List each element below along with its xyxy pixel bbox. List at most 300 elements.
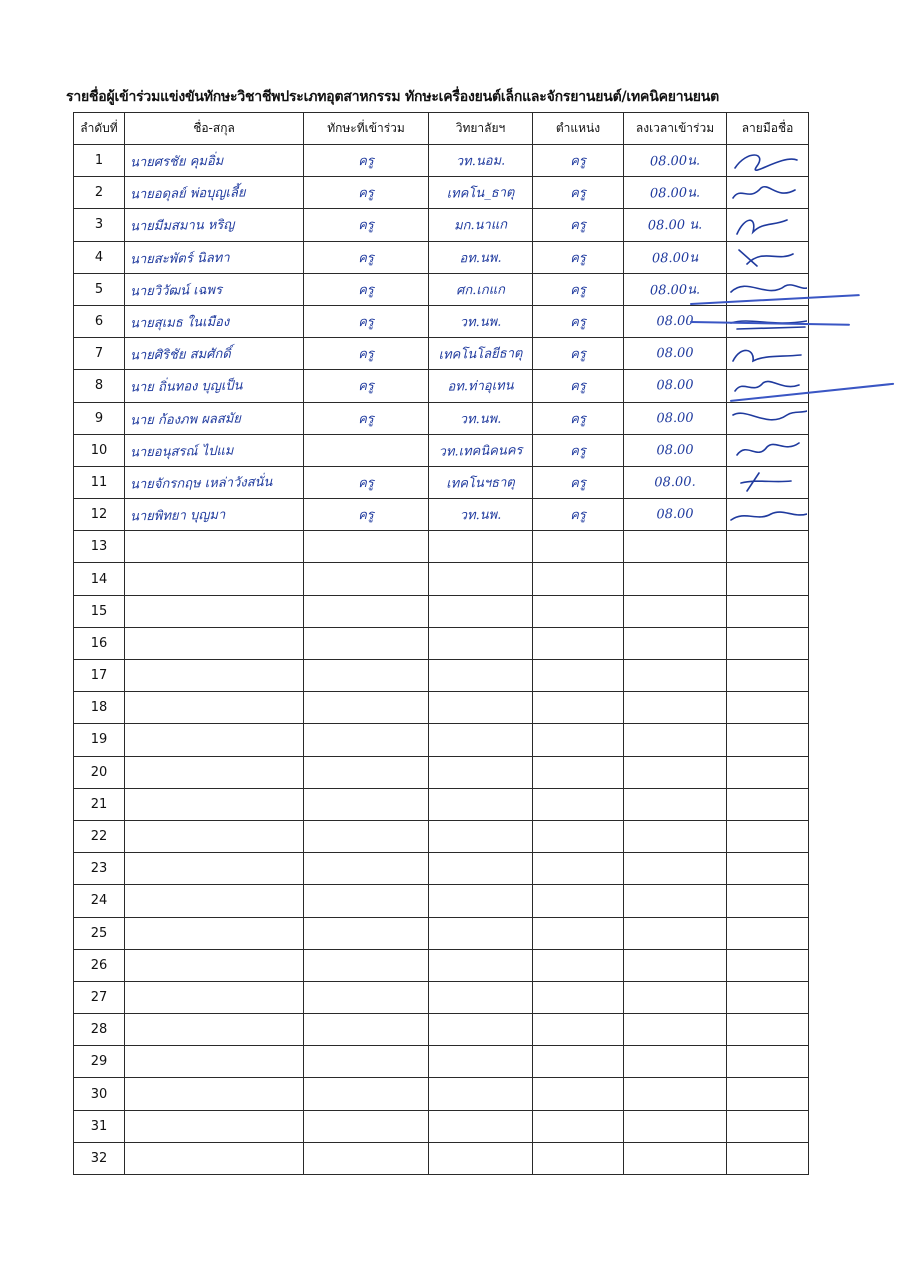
time-text [624, 1029, 726, 1031]
cell-name [125, 563, 304, 595]
cell-skill [304, 273, 429, 305]
cell-position [533, 756, 624, 788]
row-number: 8 [74, 370, 125, 402]
skill-text [304, 1061, 428, 1063]
name-text: นายสุเมธ ในเมือง [129, 314, 230, 332]
college-text [429, 707, 532, 709]
cell-name [125, 981, 304, 1013]
cell-position [533, 1078, 624, 1110]
name-text [125, 706, 303, 709]
cell-name [125, 595, 304, 627]
cell-college [429, 209, 533, 241]
skill-text [304, 707, 428, 709]
cell-skill [304, 434, 429, 466]
cell-skill [304, 531, 429, 563]
skill-text [304, 739, 428, 741]
name-text [125, 1028, 303, 1031]
row-number: 11 [74, 466, 125, 498]
cell-signature [727, 949, 809, 981]
table-row [74, 499, 809, 531]
cell-name [125, 370, 304, 402]
cell-time [624, 724, 727, 756]
cell-skill [304, 145, 429, 177]
cell-position [533, 660, 624, 692]
header-skill: ทักษะที่เข้าร่วม [304, 113, 429, 145]
cell-time [624, 499, 727, 531]
skill-text [304, 610, 428, 612]
table-row [74, 563, 809, 595]
cell-position [533, 724, 624, 756]
cell-name [125, 402, 304, 434]
cell-time [624, 756, 727, 788]
college-text [429, 803, 532, 805]
row-number: 29 [74, 1046, 125, 1078]
cell-college [429, 273, 533, 305]
cell-signature [727, 1014, 809, 1046]
cell-name [125, 756, 304, 788]
row-number: 24 [74, 885, 125, 917]
time-text [624, 675, 726, 677]
cell-position [533, 370, 624, 402]
cell-position [533, 499, 624, 531]
skill-text: ครู [358, 250, 374, 266]
row-number: 20 [74, 756, 125, 788]
cell-college [429, 177, 533, 209]
handwritten-signature [727, 180, 807, 206]
time-text: 08.00 [656, 345, 694, 362]
cell-signature [727, 853, 809, 885]
table-row [74, 788, 809, 820]
cell-name [125, 724, 304, 756]
handwritten-signature [727, 212, 807, 238]
cell-time [624, 370, 727, 402]
cell-time [624, 595, 727, 627]
name-text [125, 932, 303, 935]
time-text [624, 836, 726, 838]
cell-skill [304, 177, 429, 209]
time-text [624, 1093, 726, 1095]
position-text: ครู [570, 475, 586, 492]
cell-signature [727, 531, 809, 563]
cell-position [533, 531, 624, 563]
handwritten-signature [727, 469, 807, 495]
position-text [533, 707, 623, 709]
table-row [74, 177, 809, 209]
cell-college [429, 949, 533, 981]
table-row [74, 1110, 809, 1142]
time-text: 08.00 [656, 410, 694, 426]
position-text [533, 771, 623, 773]
college-text: วท.เทคนิคนคร [438, 443, 523, 460]
college-text [429, 932, 532, 934]
skill-text [304, 1093, 428, 1095]
college-text: วท.นพ. [459, 411, 502, 427]
row-number: 12 [74, 499, 125, 531]
position-text [533, 739, 623, 741]
cell-signature [727, 756, 809, 788]
cell-position [533, 177, 624, 209]
position-text [533, 1125, 623, 1127]
position-text: ครู [570, 443, 586, 459]
time-text [624, 964, 726, 966]
skill-text [304, 932, 428, 934]
table-row [74, 434, 809, 466]
position-text: ครู [570, 282, 586, 298]
college-text [429, 1158, 532, 1160]
cell-position [533, 241, 624, 273]
name-text: นายอนุสรณ์ ไปแม [129, 443, 234, 461]
cell-college [429, 1014, 533, 1046]
cell-name [125, 660, 304, 692]
cell-name [125, 434, 304, 466]
cell-time [624, 660, 727, 692]
table-row [74, 1078, 809, 1110]
cell-name [125, 499, 304, 531]
name-text [125, 1060, 303, 1063]
cell-position [533, 563, 624, 595]
cell-time [624, 692, 727, 724]
time-text: 08.00 น. [647, 217, 703, 234]
college-text: เทคโนฯธาตุ [446, 475, 515, 492]
cell-college [429, 692, 533, 724]
skill-text: ครู [358, 347, 374, 363]
cell-name [125, 1014, 304, 1046]
cell-position [533, 402, 624, 434]
cell-name [125, 305, 304, 337]
cell-time [624, 466, 727, 498]
time-text: 08.00 [656, 442, 694, 459]
cell-skill [304, 885, 429, 917]
position-text [533, 900, 623, 902]
time-text: 08.00น. [649, 282, 701, 299]
cell-college [429, 820, 533, 852]
cell-skill [304, 1142, 429, 1174]
cell-skill [304, 692, 429, 724]
row-number: 32 [74, 1142, 125, 1174]
table-row [74, 338, 809, 370]
cell-skill [304, 1078, 429, 1110]
college-text [429, 1125, 532, 1127]
cell-signature [727, 1142, 809, 1174]
table-row [74, 370, 809, 402]
cell-college [429, 434, 533, 466]
cell-time [624, 273, 727, 305]
name-text [125, 835, 303, 838]
position-text: ครู [570, 314, 586, 331]
row-number: 14 [74, 563, 125, 595]
skill-text: ครู [358, 411, 374, 427]
college-text [429, 643, 532, 645]
cell-name [125, 885, 304, 917]
college-text: มก.นาแก [453, 218, 508, 234]
cell-college [429, 917, 533, 949]
cell-skill [304, 305, 429, 337]
cell-signature [727, 981, 809, 1013]
cell-position [533, 692, 624, 724]
skill-text [304, 835, 428, 837]
cell-position [533, 885, 624, 917]
header-signature: ลายมือชื่อ [727, 113, 809, 145]
row-number: 13 [74, 531, 125, 563]
cell-time [624, 788, 727, 820]
cell-skill [304, 595, 429, 627]
name-text: นาย ถิ่นทอง บุญเป็น [129, 378, 243, 396]
time-text [624, 739, 726, 741]
college-text [429, 675, 532, 677]
college-text [429, 964, 532, 966]
college-text [429, 997, 532, 999]
cell-college [429, 981, 533, 1013]
cell-signature [727, 660, 809, 692]
row-number: 1 [74, 145, 125, 177]
cell-college [429, 724, 533, 756]
cell-signature [727, 595, 809, 627]
name-text [125, 642, 303, 645]
attendance-table [73, 112, 809, 1175]
cell-college [429, 305, 533, 337]
cell-position [533, 820, 624, 852]
college-text [429, 900, 532, 902]
table-row [74, 1014, 809, 1046]
cell-name [125, 145, 304, 177]
cell-signature [727, 434, 809, 466]
cell-position [533, 434, 624, 466]
time-text [624, 1125, 726, 1127]
name-text: นายศิริชัย สมศักดิ์ [129, 346, 231, 364]
name-text: นายวิวัฒน์ เฉพร [129, 282, 223, 300]
position-text: ครู [570, 347, 586, 363]
position-text: ครู [570, 218, 586, 234]
table-row [74, 853, 809, 885]
cell-time [624, 917, 727, 949]
handwritten-signature [727, 244, 807, 270]
position-text [533, 1061, 623, 1063]
position-text [533, 932, 623, 934]
college-text: เทคโนโลยีธาตุ [438, 346, 523, 363]
position-text: ครู [570, 250, 586, 266]
cell-time [624, 434, 727, 466]
time-text [624, 932, 726, 934]
cell-skill [304, 241, 429, 273]
table-row [74, 531, 809, 563]
row-number: 23 [74, 853, 125, 885]
row-number: 21 [74, 788, 125, 820]
position-text [533, 836, 623, 838]
name-text [125, 545, 303, 548]
table-row [74, 402, 809, 434]
cell-name [125, 531, 304, 563]
cell-time [624, 1078, 727, 1110]
name-text [125, 964, 303, 967]
cell-skill [304, 981, 429, 1013]
handwritten-signature [727, 148, 807, 174]
cell-time [624, 209, 727, 241]
position-text [533, 1158, 623, 1160]
cell-signature [727, 338, 809, 370]
cell-college [429, 1110, 533, 1142]
position-text: ครู [570, 379, 586, 395]
college-text [429, 1061, 532, 1063]
skill-text: ครู [358, 218, 374, 234]
cell-position [533, 788, 624, 820]
college-text [429, 868, 532, 870]
college-text: วท.นพ. [459, 507, 502, 524]
name-text [125, 771, 303, 774]
cell-skill [304, 949, 429, 981]
time-text [624, 868, 726, 870]
college-text [429, 546, 532, 548]
skill-text [304, 546, 428, 548]
table-row [74, 981, 809, 1013]
time-text [624, 707, 726, 709]
college-text [429, 1093, 532, 1095]
skill-text [304, 1125, 428, 1127]
cell-college [429, 145, 533, 177]
table-row [74, 885, 809, 917]
cell-college [429, 853, 533, 885]
cell-time [624, 1110, 727, 1142]
skill-text [304, 771, 428, 773]
position-text [533, 675, 623, 677]
cell-college [429, 756, 533, 788]
cell-position [533, 466, 624, 498]
skill-text [304, 868, 428, 870]
position-text [533, 610, 623, 612]
college-text [429, 739, 532, 741]
cell-position [533, 949, 624, 981]
position-text [533, 964, 623, 966]
time-text [624, 643, 726, 645]
cell-time [624, 981, 727, 1013]
skill-text [304, 675, 428, 677]
cell-skill [304, 338, 429, 370]
time-text [624, 803, 726, 805]
row-number: 19 [74, 724, 125, 756]
cell-name [125, 177, 304, 209]
name-text [125, 803, 303, 806]
table-row [74, 917, 809, 949]
row-number: 25 [74, 917, 125, 949]
cell-signature [727, 1078, 809, 1110]
cell-position [533, 981, 624, 1013]
cell-skill [304, 499, 429, 531]
skill-text: ครู [358, 186, 374, 202]
cell-signature [727, 1110, 809, 1142]
cell-position [533, 1110, 624, 1142]
cell-signature [727, 788, 809, 820]
college-text [429, 836, 532, 838]
cell-skill [304, 1014, 429, 1046]
cell-signature [727, 627, 809, 659]
skill-text [304, 900, 428, 902]
cell-skill [304, 853, 429, 885]
row-number: 6 [74, 305, 125, 337]
cell-name [125, 1110, 304, 1142]
cell-signature [727, 692, 809, 724]
cell-signature [727, 145, 809, 177]
cell-name [125, 1046, 304, 1078]
cell-college [429, 595, 533, 627]
cell-time [624, 1014, 727, 1046]
row-number: 10 [74, 434, 125, 466]
cell-college [429, 499, 533, 531]
cell-college [429, 660, 533, 692]
cell-skill [304, 402, 429, 434]
cell-signature [727, 1046, 809, 1078]
college-text: ศก.เกแก [455, 282, 506, 299]
skill-text: ครู [358, 379, 374, 395]
time-text: 08.00น. [649, 185, 701, 202]
row-number: 30 [74, 1078, 125, 1110]
cell-college [429, 402, 533, 434]
cell-skill [304, 370, 429, 402]
position-text: ครู [570, 186, 586, 202]
cell-college [429, 466, 533, 498]
cell-time [624, 145, 727, 177]
row-number: 3 [74, 209, 125, 241]
name-text: นาย ก้องภพ ผลสมัย [129, 411, 242, 429]
name-text: นายสะพัตร์ นิลทา [129, 250, 230, 268]
name-text: นายศรชัย คุมอิ่ม [129, 153, 224, 171]
time-text [624, 900, 726, 902]
cell-signature [727, 499, 809, 531]
skill-text: ครู [358, 314, 374, 331]
cell-signature [727, 466, 809, 498]
college-text [429, 1029, 532, 1031]
college-text: วท.นอม. [455, 153, 506, 170]
cell-skill [304, 756, 429, 788]
skill-text [304, 964, 428, 966]
cell-skill [304, 209, 429, 241]
cell-position [533, 1046, 624, 1078]
cell-position [533, 917, 624, 949]
position-text [533, 1093, 623, 1095]
skill-text [304, 578, 428, 580]
handwritten-signature [727, 405, 807, 431]
time-text: 08.00 [656, 506, 694, 523]
cell-time [624, 853, 727, 885]
cell-position [533, 145, 624, 177]
cell-time [624, 885, 727, 917]
handwritten-signature [727, 437, 807, 463]
cell-position [533, 273, 624, 305]
name-text [125, 1125, 303, 1128]
college-text: อท.ท่าอุเทน [447, 378, 514, 395]
cell-signature [727, 177, 809, 209]
cell-signature [727, 820, 809, 852]
handwritten-signature [727, 502, 807, 528]
skill-text: ครู [358, 475, 374, 492]
header-time: ลงเวลาเข้าร่วม [624, 113, 727, 145]
name-text [125, 738, 303, 741]
cell-college [429, 241, 533, 273]
header-no: ลำดับที่ [74, 113, 125, 145]
table-row [74, 756, 809, 788]
cell-skill [304, 1110, 429, 1142]
name-text: นายมีมสมาน หริญ [129, 218, 235, 235]
position-text [533, 643, 623, 645]
row-number: 5 [74, 273, 125, 305]
cell-name [125, 338, 304, 370]
time-text: 08.00น [651, 250, 699, 267]
cell-skill [304, 917, 429, 949]
row-number: 4 [74, 241, 125, 273]
cell-name [125, 949, 304, 981]
table-row [74, 241, 809, 273]
cell-college [429, 1046, 533, 1078]
cell-signature [727, 917, 809, 949]
college-text: วท.นพ. [459, 314, 502, 331]
